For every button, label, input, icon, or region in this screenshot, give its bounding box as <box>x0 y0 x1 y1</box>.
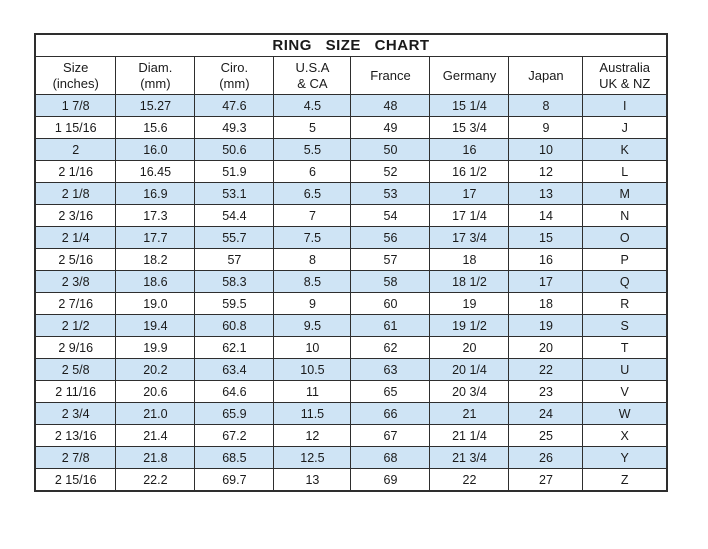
table-cell: 2 <box>35 139 116 161</box>
table-cell: 2 7/16 <box>35 293 116 315</box>
table-cell: 5 <box>274 117 351 139</box>
table-cell: O <box>583 227 667 249</box>
table-row <box>35 271 667 293</box>
column-header-label: Australia <box>599 60 650 76</box>
table-cell: 15.6 <box>116 117 195 139</box>
table-cell: 7 <box>274 205 351 227</box>
table-cell: 15 <box>509 227 583 249</box>
table-cell: 68 <box>351 447 430 469</box>
table-cell: 26 <box>509 447 583 469</box>
table-cell: 2 5/8 <box>35 359 116 381</box>
column-header-size <box>35 57 116 95</box>
table-cell: 2 1/8 <box>35 183 116 205</box>
table-cell: 21.0 <box>116 403 195 425</box>
table-row <box>35 161 667 183</box>
table-cell: 18.6 <box>116 271 195 293</box>
table-cell: 12.5 <box>274 447 351 469</box>
column-header-sublabel: UK & NZ <box>599 75 651 91</box>
table-cell: 53.1 <box>195 183 274 205</box>
column-header-sublabel: & CA <box>297 75 328 91</box>
table-cell: 8.5 <box>274 271 351 293</box>
table-cell: 18.2 <box>116 249 195 271</box>
table-cell: 15 1/4 <box>430 95 509 117</box>
table-cell: 2 1/16 <box>35 161 116 183</box>
table-cell: T <box>583 337 667 359</box>
table-cell: 15 3/4 <box>430 117 509 139</box>
table-header-row <box>35 57 667 95</box>
table-cell: 18 1/2 <box>430 271 509 293</box>
table-cell: 49 <box>351 117 430 139</box>
table-cell: 2 3/8 <box>35 271 116 293</box>
table-cell: M <box>583 183 667 205</box>
table-cell: 8 <box>274 249 351 271</box>
table-cell: 18 <box>509 293 583 315</box>
table-cell: 13 <box>274 469 351 492</box>
table-cell: Z <box>583 469 667 492</box>
table-title: RING SIZE CHART <box>35 34 667 57</box>
table-cell: Q <box>583 271 667 293</box>
table-cell: 50 <box>351 139 430 161</box>
table-cell: V <box>583 381 667 403</box>
table-cell: 11.5 <box>274 403 351 425</box>
column-header-japan <box>509 57 583 95</box>
table-cell: 1 7/8 <box>35 95 116 117</box>
table-row <box>35 205 667 227</box>
table-cell: 62.1 <box>195 337 274 359</box>
column-header-france <box>351 57 430 95</box>
column-header-diam- <box>116 57 195 95</box>
table-cell: 2 1/2 <box>35 315 116 337</box>
table-cell: I <box>583 95 667 117</box>
table-cell: 10 <box>274 337 351 359</box>
table-cell: 9 <box>509 117 583 139</box>
table-cell: 5.5 <box>274 139 351 161</box>
table-row <box>35 337 667 359</box>
table-cell: 65 <box>351 381 430 403</box>
table-cell: 21.8 <box>116 447 195 469</box>
table-cell: 53 <box>351 183 430 205</box>
table-cell: 48 <box>351 95 430 117</box>
table-cell: 18 <box>430 249 509 271</box>
table-cell: 11 <box>274 381 351 403</box>
table-cell: 55.7 <box>195 227 274 249</box>
table-cell: 50.6 <box>195 139 274 161</box>
table-cell: 51.9 <box>195 161 274 183</box>
table-cell: 64.6 <box>195 381 274 403</box>
table-cell: 24 <box>509 403 583 425</box>
table-cell: 69 <box>351 469 430 492</box>
ring-size-table <box>34 33 668 492</box>
table-cell: 17 <box>430 183 509 205</box>
table-cell: 21 <box>430 403 509 425</box>
column-header-label: Germany <box>442 67 497 83</box>
table-cell: 21 3/4 <box>430 447 509 469</box>
table-cell: J <box>583 117 667 139</box>
table-cell: 2 9/16 <box>35 337 116 359</box>
table-row <box>35 381 667 403</box>
column-header-label: Ciro. <box>220 60 249 76</box>
table-cell: 9.5 <box>274 315 351 337</box>
table-cell: 54.4 <box>195 205 274 227</box>
table-row <box>35 293 667 315</box>
table-row <box>35 139 667 161</box>
table-row <box>35 403 667 425</box>
table-cell: 19.0 <box>116 293 195 315</box>
column-header-label: France <box>370 67 411 83</box>
table-cell: 2 15/16 <box>35 469 116 492</box>
table-cell: 57 <box>351 249 430 271</box>
table-cell: 20 <box>509 337 583 359</box>
table-cell: 16 1/2 <box>430 161 509 183</box>
table-cell: 66 <box>351 403 430 425</box>
column-header-label: Diam. <box>138 60 173 76</box>
column-header-ciro- <box>195 57 274 95</box>
table-cell: 16.45 <box>116 161 195 183</box>
column-header-label: U.S.A <box>295 60 330 76</box>
table-cell: 4.5 <box>274 95 351 117</box>
table-cell: R <box>583 293 667 315</box>
table-cell: 20.2 <box>116 359 195 381</box>
table-cell: 19 1/2 <box>430 315 509 337</box>
table-cell: 52 <box>351 161 430 183</box>
table-cell: 63 <box>351 359 430 381</box>
table-cell: 22 <box>509 359 583 381</box>
table-cell: 16.9 <box>116 183 195 205</box>
table-cell: 22.2 <box>116 469 195 492</box>
table-cell: 12 <box>274 425 351 447</box>
table-cell: 22 <box>430 469 509 492</box>
table-title-row <box>35 34 667 57</box>
table-cell: 19 <box>430 293 509 315</box>
table-cell: U <box>583 359 667 381</box>
table-cell: 2 1/4 <box>35 227 116 249</box>
table-cell: 17.7 <box>116 227 195 249</box>
table-cell: 67 <box>351 425 430 447</box>
table-cell: 67.2 <box>195 425 274 447</box>
table-cell: 6 <box>274 161 351 183</box>
table-cell: 21.4 <box>116 425 195 447</box>
table-cell: 7.5 <box>274 227 351 249</box>
table-cell: 21 1/4 <box>430 425 509 447</box>
table-row <box>35 447 667 469</box>
table-cell: L <box>583 161 667 183</box>
table-cell: W <box>583 403 667 425</box>
table-cell: 56 <box>351 227 430 249</box>
table-cell: 8 <box>509 95 583 117</box>
table-cell: 65.9 <box>195 403 274 425</box>
table-cell: 58.3 <box>195 271 274 293</box>
table-cell: X <box>583 425 667 447</box>
table-cell: 69.7 <box>195 469 274 492</box>
table-cell: 68.5 <box>195 447 274 469</box>
table-cell: 19 <box>509 315 583 337</box>
table-row <box>35 95 667 117</box>
table-cell: 2 7/8 <box>35 447 116 469</box>
table-cell: N <box>583 205 667 227</box>
column-header-germany <box>430 57 509 95</box>
table-cell: 2 5/16 <box>35 249 116 271</box>
table-row <box>35 359 667 381</box>
table-cell: 2 3/4 <box>35 403 116 425</box>
table-cell: K <box>583 139 667 161</box>
table-cell: 58 <box>351 271 430 293</box>
table-cell: 16.0 <box>116 139 195 161</box>
table-cell: 15.27 <box>116 95 195 117</box>
column-header-label: Japan <box>528 67 564 83</box>
table-cell: 47.6 <box>195 95 274 117</box>
table-cell: 1 15/16 <box>35 117 116 139</box>
table-cell: 23 <box>509 381 583 403</box>
column-header-label: Size <box>63 60 89 76</box>
table-row <box>35 425 667 447</box>
table-cell: 6.5 <box>274 183 351 205</box>
table-cell: 60 <box>351 293 430 315</box>
table-cell: P <box>583 249 667 271</box>
table-cell: 25 <box>509 425 583 447</box>
table-cell: 12 <box>509 161 583 183</box>
column-header-u-s-a <box>274 57 351 95</box>
column-header-sublabel: (inches) <box>52 75 99 91</box>
table-cell: 59.5 <box>195 293 274 315</box>
table-cell: 10.5 <box>274 359 351 381</box>
table-row <box>35 183 667 205</box>
column-header-sublabel: (mm) <box>140 75 171 91</box>
table-cell: 20 1/4 <box>430 359 509 381</box>
table-cell: Y <box>583 447 667 469</box>
table-cell: 61 <box>351 315 430 337</box>
table-cell: S <box>583 315 667 337</box>
table-cell: 2 13/16 <box>35 425 116 447</box>
table-cell: 17 3/4 <box>430 227 509 249</box>
table-cell: 20 <box>430 337 509 359</box>
table-cell: 14 <box>509 205 583 227</box>
table-cell: 9 <box>274 293 351 315</box>
column-header-australia <box>583 57 667 95</box>
table-cell: 27 <box>509 469 583 492</box>
table-cell: 17 <box>509 271 583 293</box>
table-cell: 49.3 <box>195 117 274 139</box>
table-cell: 16 <box>509 249 583 271</box>
table-row <box>35 227 667 249</box>
table-cell: 63.4 <box>195 359 274 381</box>
table-cell: 62 <box>351 337 430 359</box>
table-cell: 19.4 <box>116 315 195 337</box>
table-row <box>35 469 667 492</box>
table-cell: 10 <box>509 139 583 161</box>
table-cell: 19.9 <box>116 337 195 359</box>
table-row <box>35 117 667 139</box>
table-cell: 16 <box>430 139 509 161</box>
column-header-sublabel: (mm) <box>219 75 250 91</box>
table-cell: 20.6 <box>116 381 195 403</box>
table-cell: 17.3 <box>116 205 195 227</box>
table-cell: 54 <box>351 205 430 227</box>
table-cell: 60.8 <box>195 315 274 337</box>
table-cell: 57 <box>195 249 274 271</box>
table-cell: 13 <box>509 183 583 205</box>
table-row <box>35 249 667 271</box>
table-cell: 2 3/16 <box>35 205 116 227</box>
table-row <box>35 315 667 337</box>
table-cell: 20 3/4 <box>430 381 509 403</box>
table-cell: 2 11/16 <box>35 381 116 403</box>
table-cell: 17 1/4 <box>430 205 509 227</box>
